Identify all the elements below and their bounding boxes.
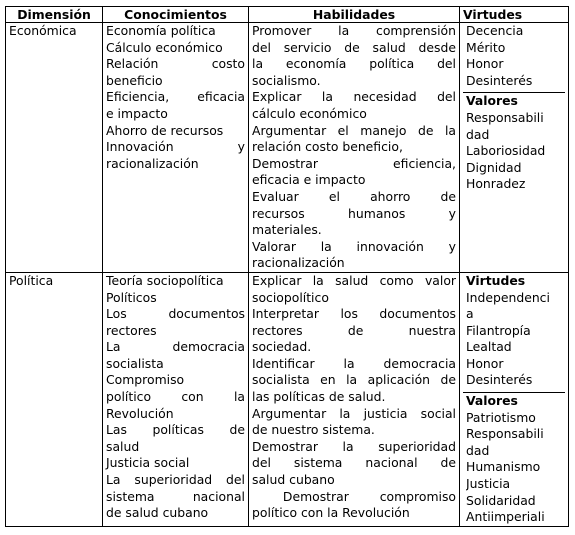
habilidades-line: Promover la comprensión — [252, 23, 456, 38]
habilidades-cell — [249, 272, 460, 526]
habilidades-line: Demostrar la superioridad — [252, 438, 456, 454]
conocimientos-line: socialista — [106, 355, 164, 371]
habilidades-line: Valorar la innovación y — [252, 238, 456, 254]
valores-heading: Valores — [466, 393, 518, 409]
conocimientos-line: Cálculo económico — [106, 39, 223, 55]
virtud-item: Independenci — [466, 289, 550, 305]
virtud-item: Desinterés — [466, 72, 533, 88]
valor-item: Solidaridad — [466, 492, 536, 508]
conocimientos-line: Revolución — [106, 405, 174, 421]
habilidades-line: del sistema nacional de — [252, 455, 456, 471]
conocimientos-line: Innovación y — [106, 139, 245, 155]
habilidades-line: rectores de nuestra — [252, 322, 456, 338]
valor-item: Responsabili — [466, 426, 544, 442]
competencies-table — [5, 6, 569, 527]
dimension-cell — [6, 23, 103, 273]
conocimientos-line: La democracia — [106, 339, 245, 355]
virtud-item: Filantropía — [466, 322, 531, 338]
conocimientos-line: Ahorro de recursos — [106, 122, 224, 138]
habilidades-line: materiales. — [252, 222, 322, 238]
valor-item: Responsabili — [466, 109, 544, 125]
conocimientos-line: Justicia social — [106, 455, 190, 471]
habilidades-line: político con la Revolución — [252, 505, 410, 521]
valores-heading: Valores — [466, 93, 518, 109]
habilidades-line: salud cubano — [252, 472, 335, 488]
habilidades-line: cálculo económico — [252, 105, 367, 121]
virtud-item: Desinterés — [466, 372, 533, 388]
virtud-item: Decencia — [466, 23, 524, 38]
conocimientos-cell — [103, 272, 249, 526]
habilidades-line: Identificar la democracia — [252, 355, 456, 371]
habilidades-line: recursos humanos y — [252, 205, 456, 221]
conocimientos-line: Economía política — [106, 23, 216, 38]
habilidades-line: socialismo. — [252, 72, 321, 88]
habilidades-line: de nuestro sistema. — [252, 422, 375, 438]
valor-item: Patriotismo — [466, 409, 536, 425]
habilidades-line: Demostrar eficiencia, — [252, 155, 456, 171]
virtudes-valores-cell — [460, 23, 569, 273]
conocimientos-line: e impacto — [106, 105, 168, 121]
valores-block — [463, 93, 565, 193]
conocimientos-line: Los documentos — [106, 306, 245, 322]
virtud-item: Lealtad — [466, 339, 512, 355]
valor-item: dad — [466, 442, 490, 458]
conocimientos-line: Compromiso — [106, 372, 185, 388]
valor-item: Dignidad — [466, 159, 522, 175]
valor-item: Laboriosidad — [466, 143, 546, 159]
conocimientos-line: Eficiencia, eficacia — [106, 89, 245, 105]
habilidades-line: las políticas de salud. — [252, 389, 386, 405]
virtudes-valores-cell — [460, 272, 569, 526]
header-virtudes: Virtudes — [460, 7, 569, 23]
conocimientos-line: La superioridad del — [106, 472, 245, 488]
habilidades-line: Demostrar compromiso — [252, 488, 456, 504]
habilidades-line: Argumentar el manejo de la — [252, 122, 456, 138]
habilidades-line: sociedad. — [252, 339, 312, 355]
habilidades-line: Explicar la salud como valor — [252, 272, 456, 288]
habilidades-line: la economía política del — [252, 56, 456, 72]
virtud-item: Honor — [466, 56, 504, 72]
header-dimension: Dimensión — [6, 7, 103, 23]
conocimientos-line: de salud cubano — [106, 505, 209, 521]
habilidades-line: eficacia e impacto — [252, 172, 366, 188]
habilidades-line: relación costo beneficio, — [252, 139, 403, 155]
conocimientos-line: político con la — [106, 389, 245, 405]
conocimientos-line: Políticos — [106, 289, 157, 305]
conocimientos-line: rectores — [106, 322, 157, 338]
virtud-item: Honor — [466, 355, 504, 371]
virtud-item: a — [466, 306, 474, 322]
dimension-cell — [6, 272, 103, 526]
virtudes-block — [463, 273, 565, 389]
habilidades-line: Evaluar el ahorro de — [252, 188, 456, 204]
habilidades-line: Interpretar los documentos — [252, 306, 456, 322]
valor-item: Humanismo — [466, 459, 541, 475]
conocimientos-line: sistema nacional — [106, 488, 245, 504]
habilidades-line: Argumentar la justicia social — [252, 405, 456, 421]
habilidades-line: racionalización — [252, 255, 345, 271]
valor-item: Justicia — [466, 476, 511, 492]
header-habilidades: Habilidades — [249, 7, 460, 23]
dimension-label: Económica — [9, 23, 77, 38]
virtud-item: Mérito — [466, 39, 506, 55]
conocimientos-line: Teoría sociopolítica — [106, 272, 224, 288]
valor-item: Antiimperiali — [466, 509, 545, 525]
habilidades-line: sociopolítico — [252, 289, 329, 305]
table-row — [6, 23, 569, 273]
header-conocimientos: Conocimientos — [103, 7, 249, 23]
conocimientos-line: racionalización — [106, 155, 199, 171]
conocimientos-cell — [103, 23, 249, 273]
habilidades-line: del servicio de salud desde — [252, 39, 456, 55]
valor-item: Honradez — [466, 176, 526, 192]
conocimientos-line: beneficio — [106, 72, 163, 88]
virtudes-heading: Virtudes — [466, 272, 526, 288]
virtudes-block — [463, 23, 565, 89]
dimension-label: Política — [9, 272, 54, 288]
conocimientos-line: salud — [106, 438, 140, 454]
conocimientos-line: Relación costo — [106, 56, 245, 72]
valor-item: dad — [466, 126, 490, 142]
table-row — [6, 272, 569, 526]
habilidades-line: Explicar la necesidad del — [252, 89, 456, 105]
valores-block — [463, 393, 565, 526]
habilidades-line: socialista en la aplicación de — [252, 372, 456, 388]
habilidades-cell — [249, 23, 460, 273]
conocimientos-line: Las políticas de — [106, 422, 245, 438]
table-header-row — [6, 7, 569, 23]
